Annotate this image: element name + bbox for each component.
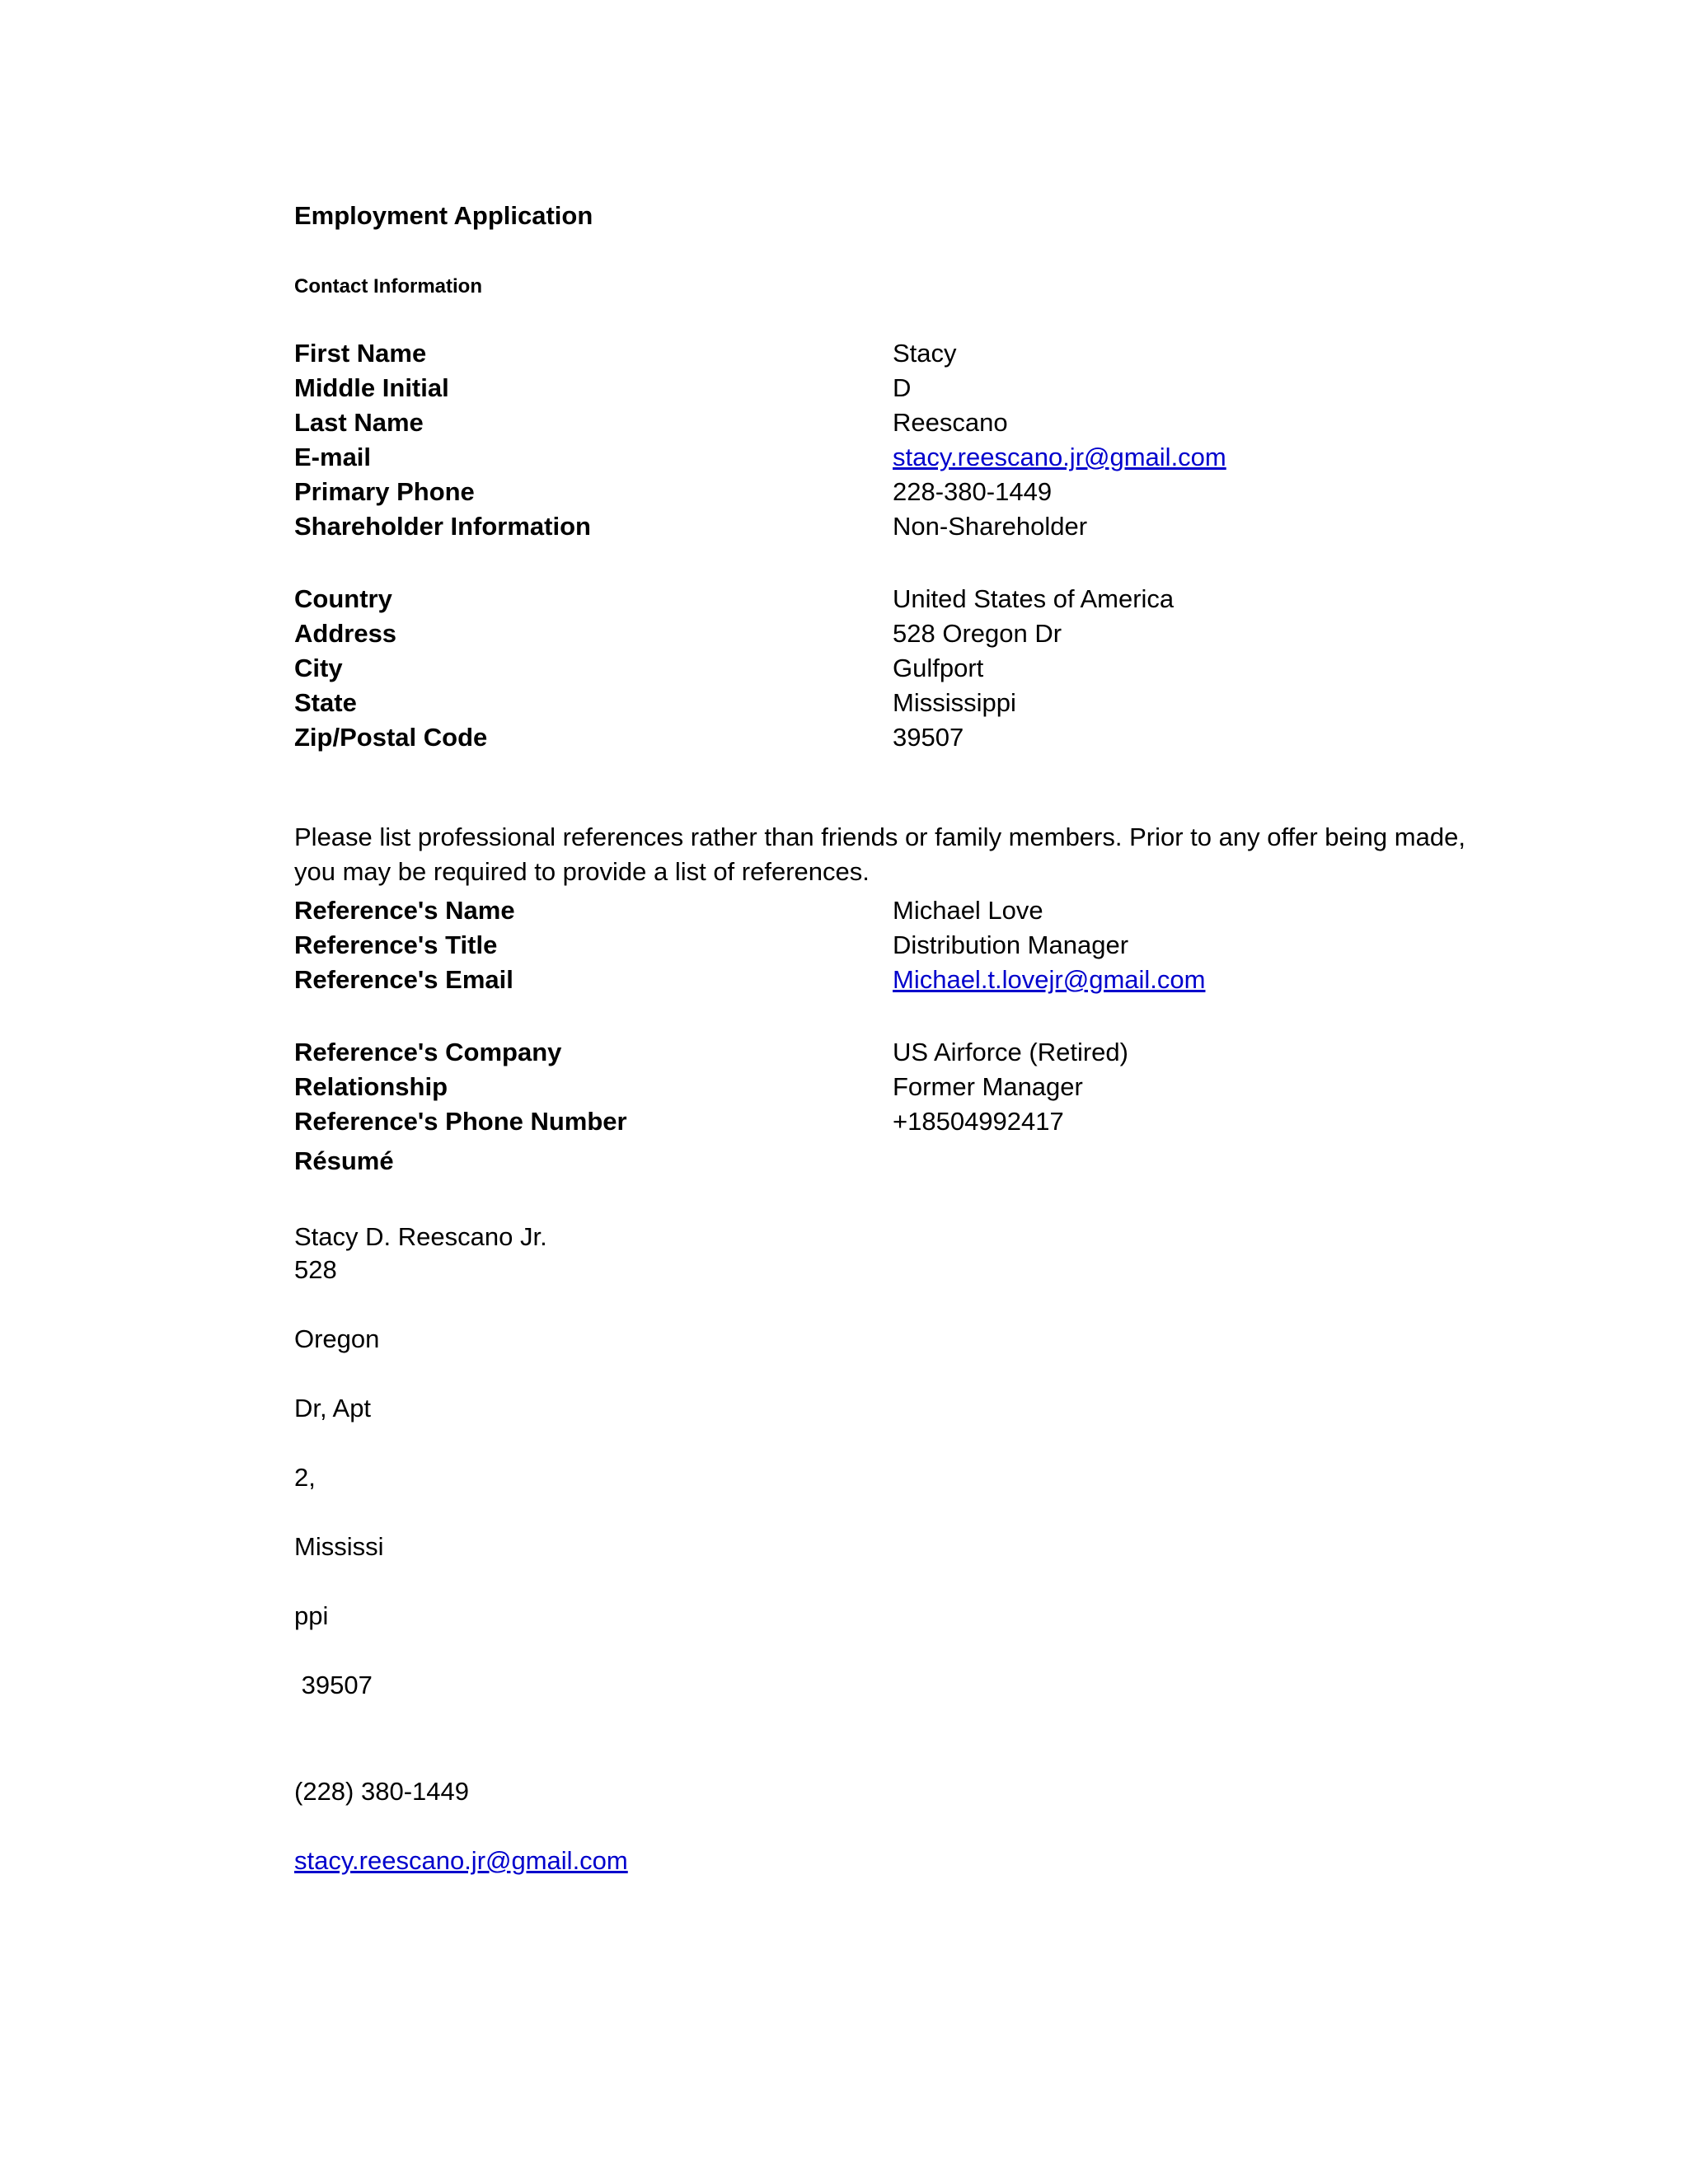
- resume-line: Stacy D. Reescano Jr.: [294, 1222, 547, 1251]
- resume-phone: (228) 380-1449: [294, 1777, 469, 1806]
- last-name-label: Last Name: [294, 408, 424, 437]
- first-name-label: First Name: [294, 339, 427, 368]
- relationship-value: Former Manager: [893, 1072, 1083, 1101]
- city-label: City: [294, 654, 343, 682]
- section-heading: Contact Information: [294, 275, 482, 298]
- primary-phone-value: 228-380-1449: [893, 477, 1053, 506]
- first-name-value: Stacy: [893, 339, 957, 368]
- middle-initial-label: Middle Initial: [294, 373, 449, 402]
- address-value: 528 Oregon Dr: [893, 619, 1062, 648]
- shareholder-label: Shareholder Information: [294, 512, 591, 541]
- reference-name-value: Michael Love: [893, 896, 1043, 925]
- resume-line: 528: [294, 1255, 337, 1284]
- resume-label: Résumé: [294, 1146, 394, 1175]
- reference-email-label: Reference's Email: [294, 965, 513, 994]
- reference-email-link[interactable]: Michael.t.lovejr@gmail.com: [893, 965, 1206, 994]
- shareholder-value: Non-Shareholder: [893, 512, 1088, 541]
- reference-title-label: Reference's Title: [294, 930, 498, 959]
- address-label: Address: [294, 619, 397, 648]
- state-value: Mississippi: [893, 688, 1016, 717]
- reference-name-label: Reference's Name: [294, 896, 515, 925]
- last-name-value: Reescano: [893, 408, 1008, 437]
- resume-line: 39507: [294, 1671, 373, 1699]
- references-instructions-line2: you may be required to provide a list of references.: [294, 857, 870, 886]
- email-link[interactable]: stacy.reescano.jr@gmail.com: [893, 443, 1226, 471]
- primary-phone-label: Primary Phone: [294, 477, 475, 506]
- resume-email-link[interactable]: stacy.reescano.jr@gmail.com: [294, 1846, 628, 1875]
- middle-initial-value: D: [893, 373, 912, 402]
- reference-phone-value: +18504992417: [893, 1107, 1064, 1136]
- zip-label: Zip/Postal Code: [294, 723, 488, 752]
- country-label: Country: [294, 584, 392, 613]
- country-value: United States of America: [893, 584, 1175, 613]
- references-instructions-line1: Please list professional references rather than friends or family members. Prior to any offer being made,: [294, 823, 1465, 851]
- reference-company-label: Reference's Company: [294, 1038, 562, 1066]
- page-title: Employment Application: [294, 201, 593, 230]
- resume-line: Mississi: [294, 1532, 384, 1561]
- resume-line: Oregon: [294, 1324, 380, 1353]
- zip-value: 39507: [893, 723, 964, 752]
- email-label: E-mail: [294, 443, 372, 471]
- reference-company-value: US Airforce (Retired): [893, 1038, 1128, 1066]
- reference-phone-label: Reference's Phone Number: [294, 1107, 627, 1136]
- relationship-label: Relationship: [294, 1072, 448, 1101]
- resume-line: Dr, Apt: [294, 1394, 372, 1422]
- resume-line: 2,: [294, 1463, 316, 1492]
- state-label: State: [294, 688, 357, 717]
- resume-line: ppi: [294, 1601, 329, 1630]
- city-value: Gulfport: [893, 654, 984, 682]
- reference-title-value: Distribution Manager: [893, 930, 1129, 959]
